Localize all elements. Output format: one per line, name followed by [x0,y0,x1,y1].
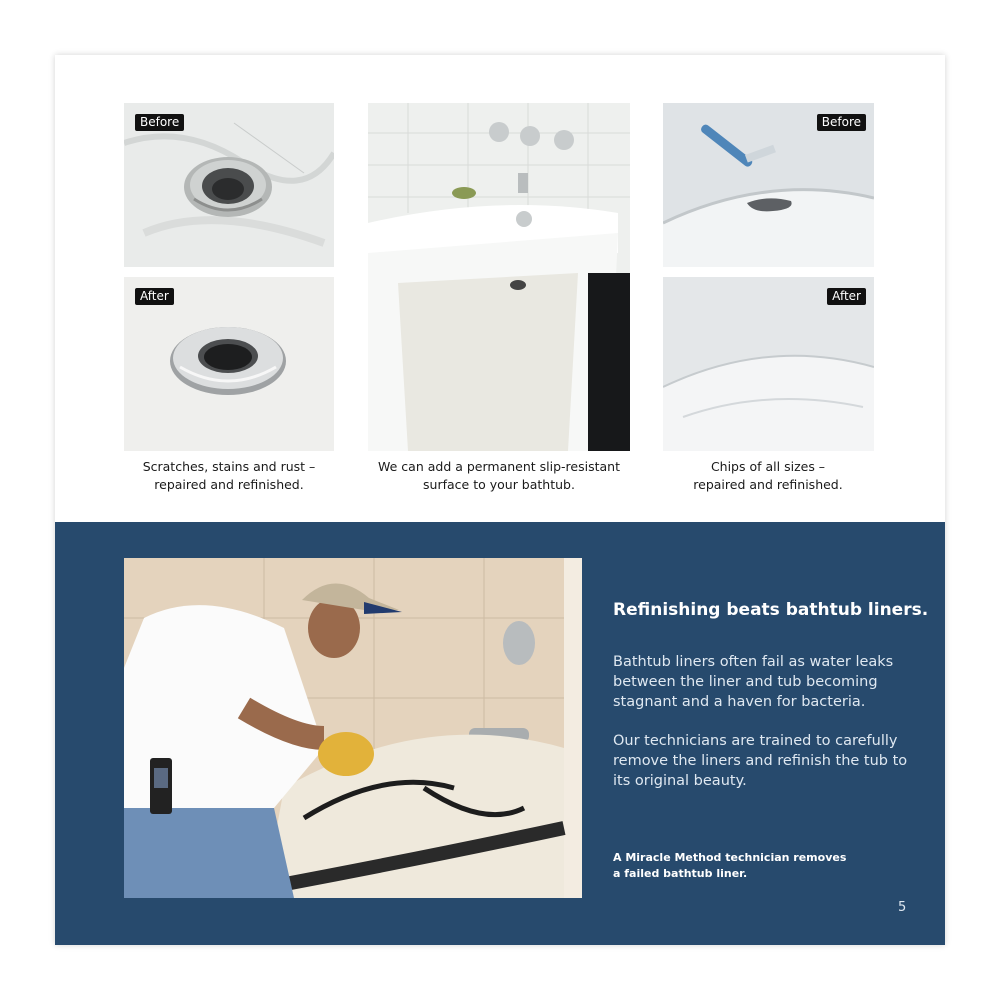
caption-line: repaired and refinished. [693,477,843,492]
page-number: 5 [898,900,907,915]
caption-line: a failed bathtub liner. [613,867,748,880]
after-tag: After [827,288,866,305]
caption-line: surface to your bathtub. [423,477,575,492]
caption-line: A Miracle Method technician removes [613,851,847,864]
caption-line: We can add a permanent slip-resistant [378,459,620,474]
caption-line: Scratches, stains and rust – [142,459,316,474]
paragraph-line: Our technicians are trained to carefully [613,733,898,749]
technician-photo [124,558,582,898]
before-tag: Before [817,114,866,131]
chip-caption [638,458,898,494]
after-tag: After [135,288,174,305]
paragraph-line: stagnant and a haven for bacteria. [613,694,866,710]
drain-caption [99,458,359,494]
slip-resistant-caption [369,458,629,494]
before-tag: Before [135,114,184,131]
paragraph-line: remove the liners and refinish the tub to [613,753,908,769]
chip-before-photo [663,103,874,267]
paragraph-line: between the liner and tub becoming [613,674,878,690]
brochure-page [55,55,945,945]
paragraph-line: Bathtub liners often fail as water leaks [613,654,894,670]
technician-photo-caption [613,850,846,882]
chip-after-photo [663,277,874,451]
caption-line: repaired and refinished. [154,477,304,492]
caption-line: Chips of all sizes – [710,459,826,474]
slip-resistant-tub-photo [368,103,630,451]
feature-heading: Refinishing beats bathtub liners. [613,600,929,620]
drain-after-photo [124,277,334,451]
paragraph-line: its original beauty. [613,773,747,789]
drain-before-photo [124,103,334,267]
feature-paragraph-1 [613,652,913,712]
feature-paragraph-2 [613,731,913,791]
